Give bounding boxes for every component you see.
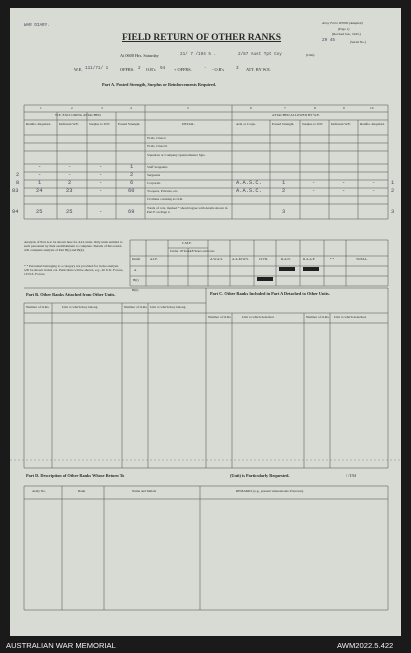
totals-col7: 3 xyxy=(282,209,286,215)
header-arm-or-corps: Arm or Corps. xyxy=(236,122,256,126)
col-number-4: 4 xyxy=(130,106,132,110)
row-detail-wo2: W.Os. Class II. xyxy=(147,144,168,148)
analysis-label-other: * * xyxy=(330,257,335,261)
analysis-cmf-under-18: Under 18 Years. xyxy=(170,249,192,253)
header-reinf-required-2: Reinfts. Required. xyxy=(360,122,385,126)
analysis-cmf-18-and-over: 18 Years and over. xyxy=(190,249,215,253)
part-c-col-unit-2: Unit to which detached. xyxy=(334,315,367,319)
unit-name: 2/87 Aust Tpt Coy xyxy=(238,52,282,57)
archive-accession-number: AWM2022.5.422 xyxy=(337,641,394,650)
row-corporals-arm: A.A.S.C. xyxy=(236,180,262,186)
col-number-6: 6 xyxy=(250,106,252,110)
header-reinf-required: Reinfts. Required. xyxy=(26,122,51,126)
ink-redaction xyxy=(303,267,319,271)
row-detail-civilians: Civilians counting as O.R. xyxy=(147,197,183,201)
part-a-title: Part A. Posted Strength, Surplus or Reinforcements Required. xyxy=(102,82,217,87)
form-number: Army Form W3009 (Adapted) xyxy=(322,21,363,25)
row-troopers-col2: 23 xyxy=(66,188,73,194)
page-title: FIELD RETURN OF OTHER RANKS xyxy=(122,33,282,43)
row-corporals-col2: 2 xyxy=(68,180,72,186)
row-staff-sergeants-col3: - xyxy=(99,164,103,170)
row-corporals-col8: - xyxy=(312,180,316,186)
part-d-col-remarks: REMARKS (e.g., present whereabouts if known). xyxy=(236,489,304,493)
row-detail-sergeants: Sergeants xyxy=(147,173,161,177)
offrs-label: OFFRS. xyxy=(120,67,135,72)
analysis-label-aif: A.I.F. xyxy=(150,257,158,261)
part-d-col-army-no: Army No. xyxy=(32,489,46,493)
row-corporals-col3: - xyxy=(99,180,103,186)
attached-allowed-header: ATTACHED ALLOWED BY W.E. xyxy=(272,113,320,117)
col-number-9: 9 xyxy=(343,106,345,110)
row-corporals-col9: - xyxy=(342,180,346,186)
part-c-col-number-2: Number of O.Rs. xyxy=(306,315,330,319)
col-number-1: 1 xyxy=(40,106,42,110)
header-detail: DETAIL. xyxy=(182,122,195,126)
plus-offrs-value: - xyxy=(204,66,207,71)
row-staff-sergeants-col2: - xyxy=(68,164,72,170)
we-excluding-attached-header: W.E. EXCLUDING ATTACHED. xyxy=(55,113,102,117)
totals-col1: 25 xyxy=(36,209,43,215)
row-staff-sergeants-col4: 1 xyxy=(130,164,134,170)
row-corporals-col4: 6 xyxy=(130,180,134,186)
document-page xyxy=(10,8,401,636)
row-staff-sergeants-col1: - xyxy=(38,164,42,170)
analysis-label-detail: Detail xyxy=(132,257,141,261)
part-b-col-unit-2: Unit to which they belong xyxy=(150,305,186,309)
part-c-col-unit-1: Unit to which detached xyxy=(242,315,274,319)
col-number-8: 8 xyxy=(314,106,316,110)
part-b-col-number-2: Number of O.Rs. xyxy=(124,305,148,309)
part-d-title-suffix: (Unit) is Particularly Requested. xyxy=(230,473,290,478)
ink-redaction xyxy=(279,267,295,271)
ors-label: O.R's xyxy=(146,67,156,72)
ors-value-2: 3 xyxy=(236,66,239,71)
row-sergeants-col2: - xyxy=(68,172,72,178)
plus-offrs-label: + OFFRS. xyxy=(174,67,192,72)
unit-suffix: (Unit). xyxy=(306,53,316,57)
part-b-title: Part B. Other Ranks Attached from Other Units. xyxy=(26,292,116,297)
row-detail-wo1: W.Os. Class I. xyxy=(147,136,167,140)
part-b-col-unit-1: Unit to which they belong xyxy=(62,305,98,309)
header-posted-strength: Posted Strength. xyxy=(118,122,141,126)
row-troopers-margin: 83 xyxy=(12,188,19,194)
offrs-value: 2 xyxy=(138,66,141,71)
part-d-date: / /194 xyxy=(346,473,356,478)
we-label: W.E. xyxy=(74,67,83,72)
col-number-2: 2 xyxy=(71,106,73,110)
analysis-row-bi: B(i) xyxy=(133,278,139,282)
ors-value: 94 xyxy=(160,66,166,71)
part-d-col-name: Name and Initials xyxy=(132,489,157,493)
part-d-title: Part D. Description of Other Ranks Whose Return To xyxy=(26,473,125,478)
ors-label-2: - O.R's xyxy=(212,67,224,72)
part-b-col-number-1: Number of O.Rs. xyxy=(26,305,50,309)
row-troopers-col4: 60 xyxy=(128,188,135,194)
col-number-5: 5 xyxy=(187,106,189,110)
right-margin-totals: 3 xyxy=(391,209,395,215)
totals-margin: 94 xyxy=(12,209,19,215)
serial-number-label: (Serial No.) xyxy=(350,40,367,44)
totals-col3: - xyxy=(99,209,103,215)
row-sergeants-col4: 2 xyxy=(130,172,134,178)
analysis-note: Analysis of Part A to be shown here for ALL units. Only units entitled to such personnel by their establishment to complete. Details of this return will complete analysis of Part B(i) and B(ii). xyxy=(24,240,123,252)
row-sergeants-margin: 2 xyxy=(16,172,20,178)
row-detail-staff-sergeants: Staff Sergeants xyxy=(147,165,168,169)
row-troopers-col9: - xyxy=(342,188,346,194)
analysis-row-bii: B(ii) xyxy=(132,288,139,292)
row-troopers-arm: A.A.S.C. xyxy=(236,188,262,194)
header-surplus-we: Surplus to W.E. xyxy=(89,122,111,126)
totals-col4: 69 xyxy=(128,209,135,215)
row-detail-corporals: Corporals xyxy=(147,181,161,185)
analysis-other-category-note: * * Personnel belonging to a category not provided for in the analysis will be shown in this col. Particulars will be shown, e.g., 20 U.K. Forces, 10 N.Z. Forces. xyxy=(24,264,124,276)
row-detail-troopers: Troopers, Privates, etc. xyxy=(147,189,179,193)
row-sergeants-col1: - xyxy=(38,172,42,178)
right-margin-corporals: 1 xyxy=(391,180,395,186)
col-number-10: 10 xyxy=(370,106,374,110)
row-troopers-col7: 2 xyxy=(282,188,286,194)
analysis-label-awas: A.W.A.S. xyxy=(210,257,224,261)
return-date: 21/ 7 /194 5 . xyxy=(180,52,217,57)
part-c-title: Part C. Other Ranks Included in Part A Detached to Other Units. xyxy=(210,291,330,296)
row-troopers-col3: - xyxy=(99,188,103,194)
page-reference: (Page 1) xyxy=(338,27,350,31)
row-troopers-col8: - xyxy=(312,188,316,194)
row-detail-cqms: Squadron or Company Quartermaster Sgts. xyxy=(147,153,206,157)
part-d-col-rank: Rank xyxy=(78,489,86,493)
col-number-3: 3 xyxy=(101,106,103,110)
totals-detail-note: Totals of cols. marked * should agree with details shown in Part E on Page 2. xyxy=(147,206,228,214)
right-margin-troopers: 2 xyxy=(391,188,395,194)
revised-date: (Revised Jan., 1943.) xyxy=(332,32,361,36)
analysis-label-total: TOTAL. xyxy=(356,257,368,261)
row-troopers-col1: 24 xyxy=(36,188,43,194)
analysis-label-ran: R.A.N. xyxy=(281,257,291,261)
ink-redaction xyxy=(257,277,273,281)
row-sergeants-col3: - xyxy=(99,172,103,178)
serial-number-value: 29 45 xyxy=(322,38,335,43)
at-line-prefix: At 0600 Hrs. Saturday xyxy=(120,53,159,58)
totals-col2: 25 xyxy=(66,209,73,215)
row-corporals-margin: 8 xyxy=(16,180,20,186)
header-deficient-we-2: Deficient W.E. xyxy=(331,122,352,126)
form-rule-lines xyxy=(10,8,401,636)
col-number-7: 7 xyxy=(284,106,286,110)
analysis-label-raaf: R.A.A.F. xyxy=(303,257,316,261)
row-corporals-col10: - xyxy=(372,180,376,186)
row-corporals-col7: 1 xyxy=(282,180,286,186)
analysis-label-aamws: A.A.M.W.S. xyxy=(232,257,249,261)
analysis-label-civil: CIVIL xyxy=(259,257,269,261)
row-corporals-col1: 1 xyxy=(38,180,42,186)
war-diary-label: WAR DIARY. xyxy=(24,23,50,28)
we-value: 111/71/ 1 xyxy=(85,66,109,71)
header-surplus-we-2: Surplus to W.E. xyxy=(302,122,324,126)
att-by-we-label: ATT. BY W.E. xyxy=(246,67,271,72)
analysis-row-a: A xyxy=(134,268,137,272)
archive-credit: AUSTRALIAN WAR MEMORIAL xyxy=(6,641,116,650)
part-c-col-number-1: Number of O.Rs. xyxy=(208,315,232,319)
header-posted-strength-2: Posted Strength. xyxy=(272,122,295,126)
header-deficient-we: Deficient W.E. xyxy=(59,122,80,126)
analysis-label-cmf: C.M.F. xyxy=(182,241,192,245)
row-troopers-col10: - xyxy=(372,188,376,194)
